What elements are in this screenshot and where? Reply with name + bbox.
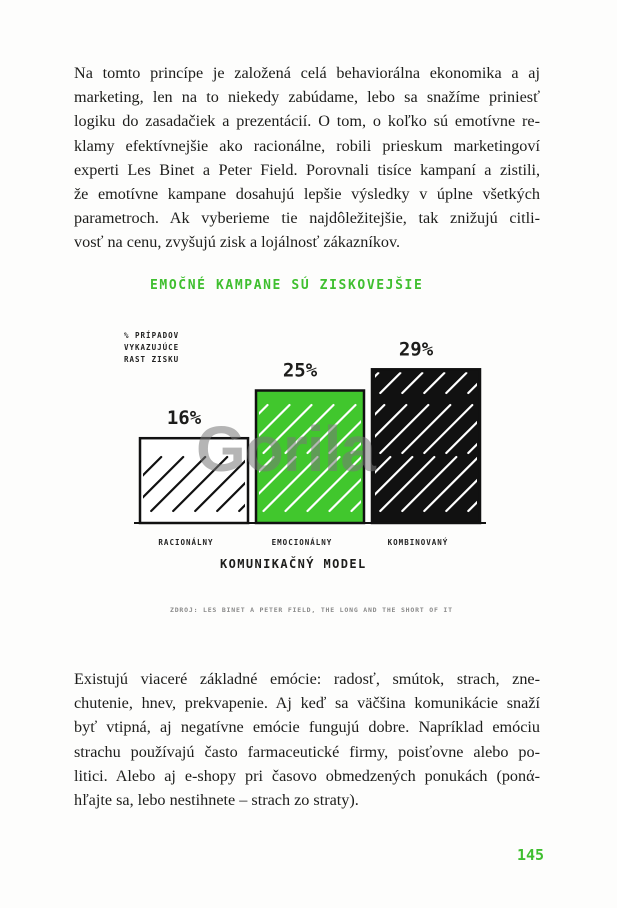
hatch-line [490,405,538,453]
category-label: KOMBINOVANÝ [387,538,449,547]
hatch-line [490,373,510,393]
hatch-line [534,373,554,393]
text-line: vosť na cenu, zvyšujú zisk a lojálnosť zákazníkov. [74,233,401,252]
bar-value-label: 16% [166,407,202,430]
text-line: marketing, len na to niekedy zabúdame, lebo sa snažíme priniesť [74,88,540,107]
text-line: byť vtipná, aj negatívne emócie fungujú dobre. Napríklad emóciu [74,718,540,737]
bar-value-label: 29% [398,338,434,361]
text-line: chutenie, hnev, prekvapenie. Aj keď sa väčšina komunikácie snaží [74,694,540,713]
text-line: strachu používajú často farmaceutické firmy, poisťovne alebo po- [74,742,540,761]
hatch-line [85,457,139,511]
hatch-line [63,457,117,511]
text-line: Existujú viaceré základné emócie: radosť, smútok, strach, zne- [74,670,540,688]
y-caption-line: RAST ZISKU [124,355,180,364]
text-line: experti Les Binet a Peter Field. Porovnali tisíce kampaní a zistili, [74,160,540,179]
text-line: hľajte sa, lebo nestihnete – strach zo straty). [74,791,359,810]
text-line: Na tomto princípe je založená celá behaviorálna ekonomika a aj [74,64,540,82]
chart-source: ZDROJ: LES BINET A PETER FIELD, THE LONG AND THE SHORT OF IT [170,606,453,614]
text-line: parametroch. Ak vyberieme tie najdôležitejšie, tak znižujú citli- [74,209,540,228]
hatch-line [490,457,544,511]
chart-title: EMOČNÉ KAMPANE SÚ ZISKOVEJŠIE [150,278,424,293]
bar-value-label: 25% [282,359,318,382]
page-number: 145 [517,846,545,864]
hatch-line [512,373,532,393]
y-caption-line: % PRÍPADOV [124,331,180,340]
text-line: logiku do zasadačiek a prezentácií. O tom, o koľko sú emotívne re- [74,112,540,131]
hatch-line [512,405,560,453]
x-axis-title: KOMUNIKAČNÝ MODEL [220,557,367,571]
text-line: že emotívne kampane dosahujú lepšie výsledky v úplne všetkých [74,185,540,204]
category-label: EMOCIONÁLNY [271,538,333,547]
watermark-logo: Gorila [196,413,375,485]
text-line: litici. Alebo aj e-shopy pri časovo obmedzených ponukách (ponά- [74,766,540,785]
category-label: RACIONÁLNY [158,538,214,547]
y-caption-line: VYKAZUJÚCE [124,343,180,352]
text-line: klamy efektívnejšie ako racionálne, robili prieskum marketingoví [74,136,540,155]
body-paragraph-2 [74,667,540,812]
